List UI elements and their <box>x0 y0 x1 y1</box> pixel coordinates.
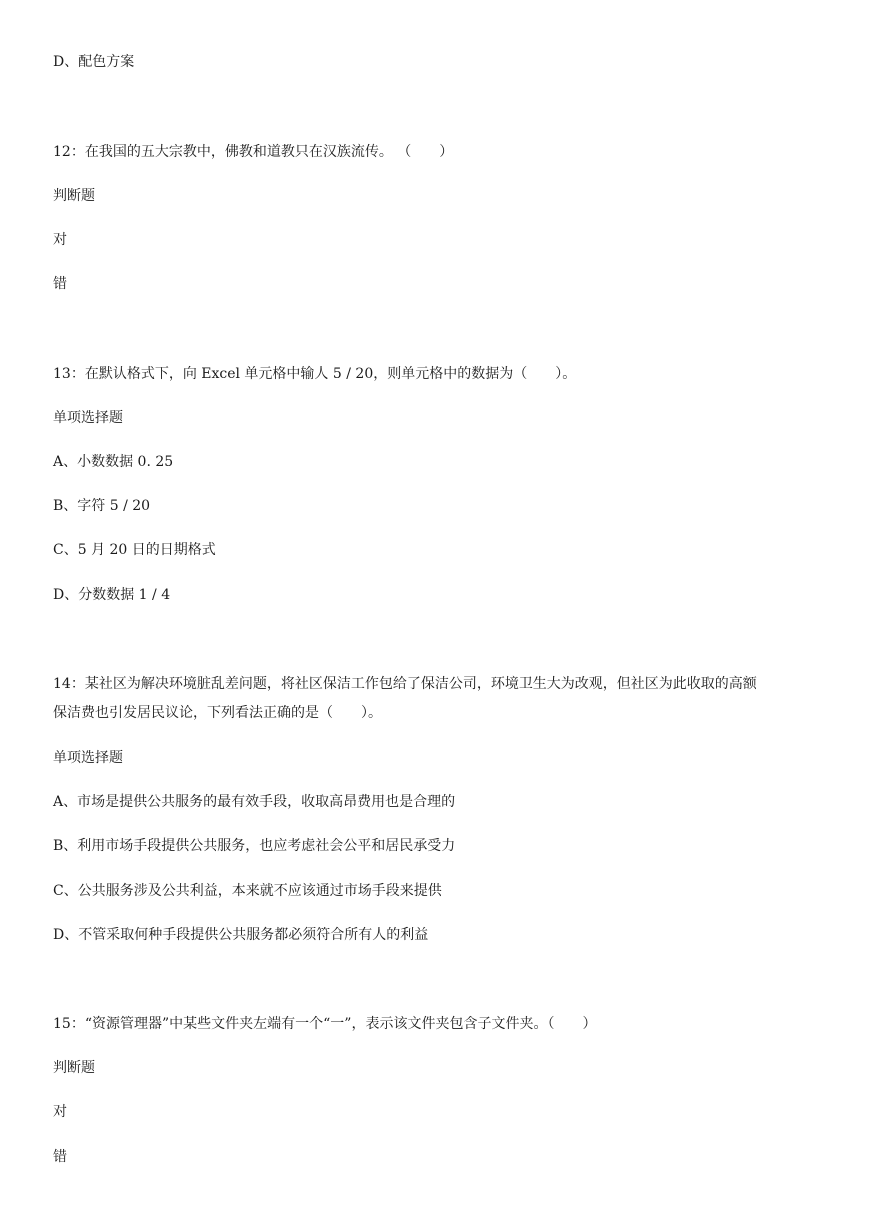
question-type: 单项选择题 <box>53 410 123 426</box>
option-d: D、不管采取何种手段提供公共服务都必须符合所有人的利益 <box>53 927 429 943</box>
option-b: B、利用市场手段提供公共服务，也应考虑社会公平和居民承受力 <box>53 838 456 854</box>
question-type: 判断题 <box>53 188 95 204</box>
option-false: 错 <box>53 1149 67 1165</box>
question-type: 判断题 <box>53 1060 95 1076</box>
option-true: 对 <box>53 1104 67 1120</box>
option-false: 错 <box>53 276 67 292</box>
option-c: C、公共服务涉及公共利益，本来就不应该通过市场手段来提供 <box>53 883 442 899</box>
option-d: D、分数数据 1 / 4 <box>53 587 171 603</box>
option-c: C、5 月 20 日的日期格式 <box>53 542 216 558</box>
question-text-line-2: 保洁费也引发居民议论，下列看法正确的是（ ）。 <box>53 705 382 721</box>
question-text: 13：在默认格式下，向 Excel 单元格中输人 5 / 20，则单元格中的数据为（ ）。 <box>53 366 577 382</box>
question-text: 12：在我国的五大宗教中，佛教和道教只在汉族流传。 （ ） <box>53 144 454 160</box>
question-type: 单项选择题 <box>53 750 123 766</box>
option-a: A、市场是提供公共服务的最有效手段，收取高昂费用也是合理的 <box>53 794 456 810</box>
option-a: A、小数数据 0. 25 <box>53 454 174 470</box>
option-true: 对 <box>53 232 67 248</box>
question-text-line-1: 14：某社区为解决环境脏乱差问题，将社区保洁工作包给了保洁公司，环境卫生大为改观，但社区为此收取的高额 <box>53 676 757 692</box>
option-d-previous: D、配色方案 <box>53 54 135 70</box>
question-text: 15：“资源管理器”中某些文件夹左端有一个“一”，表示该文件夹包含子文件夹。（ ） <box>53 1016 597 1032</box>
option-b: B、字符 5 / 20 <box>53 498 151 514</box>
